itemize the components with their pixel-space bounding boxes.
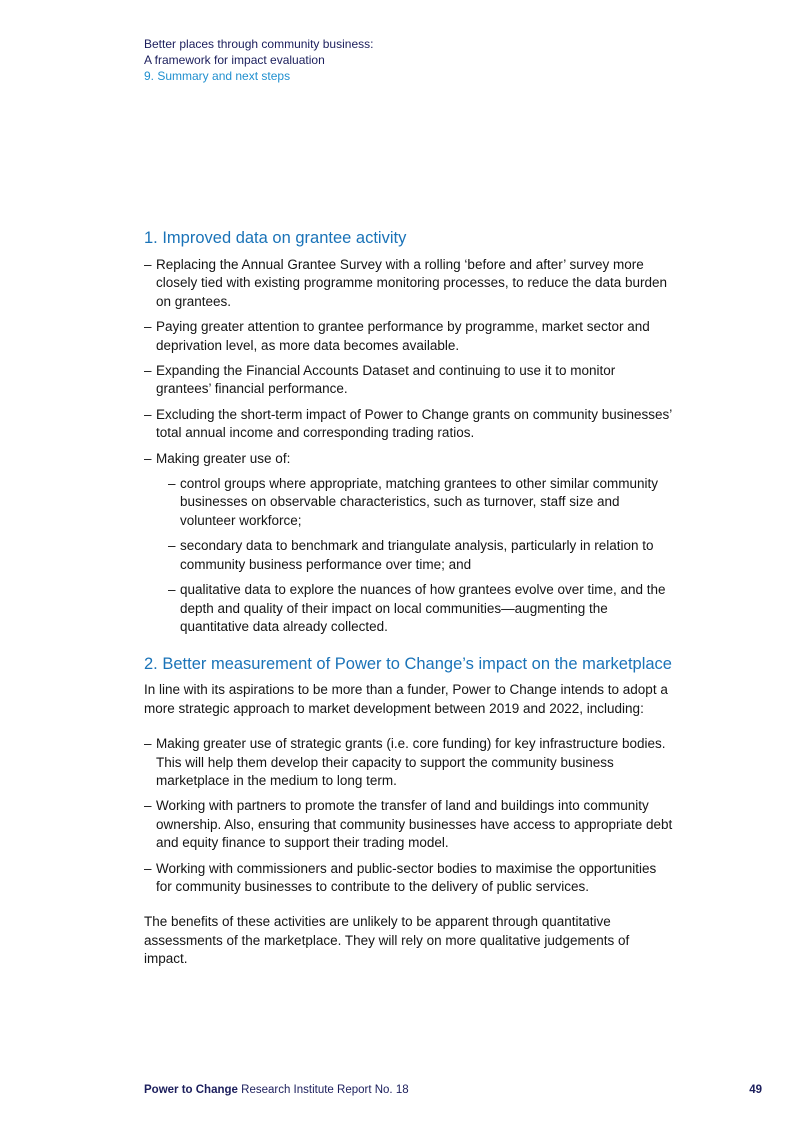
closing-paragraph: The benefits of these activities are unlikely to be apparent through quantitative assessments of the marketplace. They will rely on more qualitative judgements of impact.	[144, 914, 630, 967]
footer-report-title: Research Institute Report No. 18	[237, 1084, 409, 1096]
page-footer	[144, 1083, 409, 1097]
list-item-text: Making greater use of strategic grants (i.e. core funding) for key infrastructure bodies. This will help them develop their capacity to support the community business marketplace in the medium to long term.	[156, 736, 666, 788]
dash-bullet: –	[168, 476, 176, 492]
list-item	[144, 362, 674, 399]
dash-bullet: –	[144, 798, 152, 814]
dash-bullet: –	[144, 363, 152, 379]
dash-bullet: –	[144, 450, 152, 466]
nested-list-item	[168, 475, 674, 530]
section2-list	[144, 735, 674, 896]
list-item	[144, 860, 674, 897]
section1-list	[144, 256, 674, 636]
list-item-text: qualitative data to explore the nuances of how grantees evolve over time, and the depth and quality of their impact on local communities—augmenting the quantitative data already collected.	[180, 582, 666, 634]
list-item-text: secondary data to benchmark and triangulate analysis, particularly in relation to community business performance over time; and	[180, 538, 654, 572]
nested-list	[168, 475, 674, 636]
main-content	[144, 228, 674, 969]
list-item-text: Expanding the Financial Accounts Dataset and continuing to use it to monitor grantees’ financial performance.	[156, 363, 616, 397]
dash-bullet: –	[144, 319, 152, 335]
footer-brand: Power to Change	[144, 1084, 238, 1096]
nested-list-item	[168, 537, 674, 574]
list-item-text: Making greater use of:	[156, 450, 291, 466]
page-number: 49	[749, 1084, 762, 1096]
document-title: Better places through community business:	[144, 37, 374, 51]
list-item	[144, 797, 674, 852]
dash-bullet: –	[144, 860, 152, 876]
list-item	[144, 406, 674, 443]
list-item	[144, 735, 674, 790]
dash-bullet: –	[168, 582, 176, 598]
section-heading-improved-data: 1. Improved data on grantee activity	[144, 229, 407, 247]
chapter-title: 9. Summary and next steps	[144, 69, 291, 83]
list-item	[144, 450, 674, 637]
list-item	[144, 318, 674, 355]
list-item-text: Working with partners to promote the transfer of land and buildings into community ownership. Also, ensuring that community businesses have access to appropriate debt and equity finance to support their trading model.	[156, 798, 673, 851]
list-item-text: Paying greater attention to grantee performance by programme, market sector and deprivation level, as more data becomes available.	[156, 319, 650, 353]
section2-intro: In line with its aspirations to be more than a funder, Power to Change intends to adopt a more strategic approach to market development between 2019 and 2022, including:	[144, 682, 668, 716]
list-item-text: Working with commissioners and public-sector bodies to maximise the opportunities for community businesses to contribute to the delivery of public services.	[156, 860, 657, 894]
list-item	[144, 256, 674, 311]
nested-list-item	[168, 581, 674, 636]
dash-bullet: –	[168, 538, 176, 554]
running-header	[144, 36, 373, 84]
dash-bullet: –	[144, 736, 152, 752]
list-item-text: control groups where appropriate, matching grantees to other similar community businesses on observable characteristics, such as turnover, staff size and volunteer workforce;	[180, 476, 658, 528]
list-item-text: Replacing the Annual Grantee Survey with a rolling ‘before and after’ survey more closely tied with existing programme monitoring processes, to reduce the data burden on grantees.	[156, 257, 668, 309]
list-item-text: Excluding the short-term impact of Power to Change grants on community businesses’ total annual income and corresponding trading ratios.	[156, 406, 672, 441]
dash-bullet: –	[144, 406, 152, 422]
document-subtitle: A framework for impact evaluation	[144, 53, 325, 67]
dash-bullet: –	[144, 257, 152, 272]
section-heading-marketplace-impact: 2. Better measurement of Power to Change’s impact on the marketplace	[144, 655, 672, 674]
